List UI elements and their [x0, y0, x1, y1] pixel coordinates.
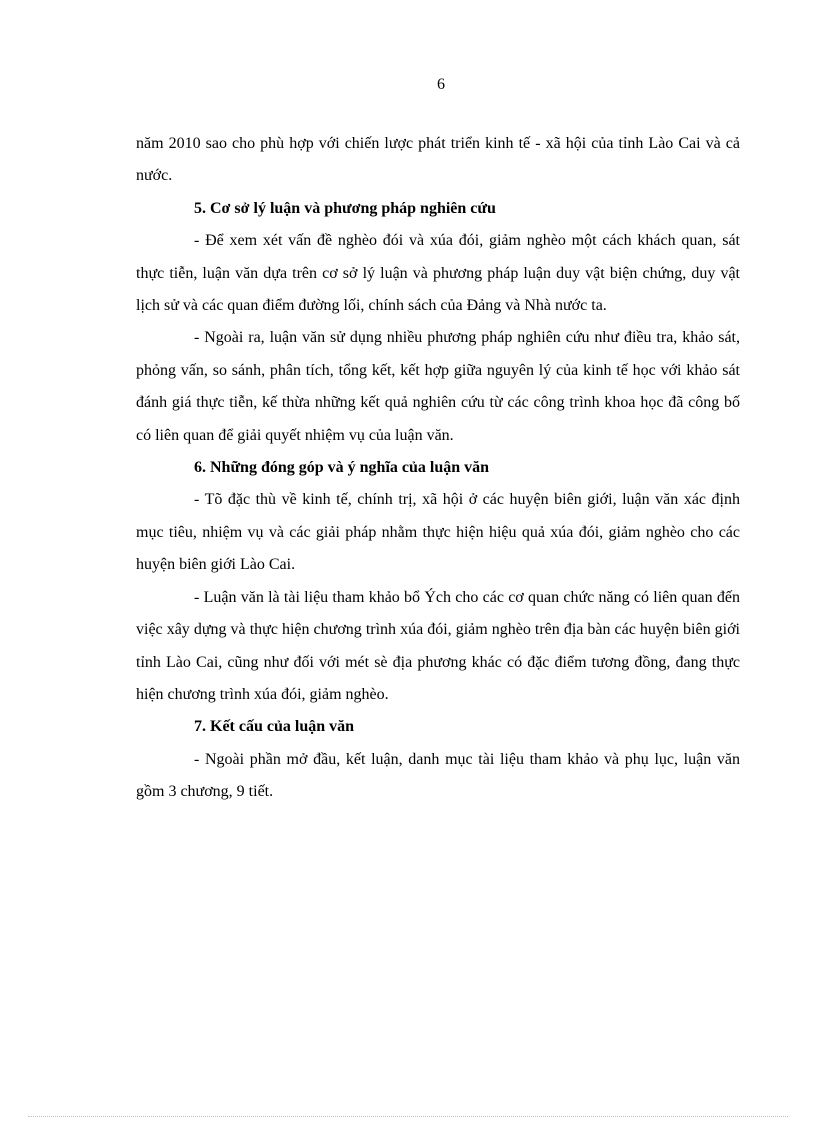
paragraph-structure: - Ngoài phần mở đầu, kết luận, danh mục tài liệu tham khảo và phụ lục, luận văn gồm 3 chương, 9 tiết. [136, 750, 740, 801]
paragraph-contribution-1: - Tõ đặc thù về kinh tế, chính trị, xã hội ở các huyện biên giới, luận văn xác định mục tiêu, nhiệm vụ và các giải pháp nhằm thực hiện hiệu quả xúa đói, giảm nghèo cho các huyện biên giới Lào Cai. [136, 491, 740, 574]
section-heading-7: 7. Kết cấu của luận văn [194, 718, 355, 736]
paragraph-method-1: - Để xem xét vấn đề nghèo đói và xúa đói, giảm nghèo một cách khách quan, sát thực tiễn, luận văn dựa trên cơ sở lý luận và phương pháp luận duy vật biện chứng, duy vật lịch sử và các quan điểm đường lối, chính sách của Đảng và Nhà nước ta. [136, 232, 740, 315]
paragraph-continuation: năm 2010 sao cho phù hợp với chiến lược phát triển kinh tế - xã hội của tỉnh Lào Cai và cả nước. [136, 135, 740, 185]
paragraph-method-2: - Ngoài ra, luận văn sử dụng nhiều phương pháp nghiên cứu như điều tra, khảo sát, phỏng vấn, so sánh, phân tích, tổng kết, kết hợp giữa nguyên lý của kinh tế học với khảo sát đánh giá thực tiễn, kế thừa những kết quả nghiên cứu từ các công trình khoa học đã công bố có liên quan để giải quyết nhiệm vụ của luận văn. [136, 329, 740, 444]
page-bottom-divider [28, 1116, 788, 1117]
section-heading-6: 6. Những đóng góp và ý nghĩa của luận văn [194, 459, 490, 477]
section-heading-5: 5. Cơ sở lý luận và phương pháp nghiên cứu [194, 199, 496, 217]
document-body [136, 128, 740, 809]
page-number: 6 [437, 76, 445, 93]
paragraph-contribution-2: - Luận văn là tài liệu tham khảo bổ Ých cho các cơ quan chức năng có liên quan đến việc xây dựng và thực hiện chương trình xúa đói, giảm nghèo trên địa bàn các huyện biên giới tỉnh Lào Cai, cũng như đối với mét sè địa phương khác có đặc điểm tương đồng, đang thực hiện chương trình xúa đói, giảm nghèo. [136, 588, 740, 703]
